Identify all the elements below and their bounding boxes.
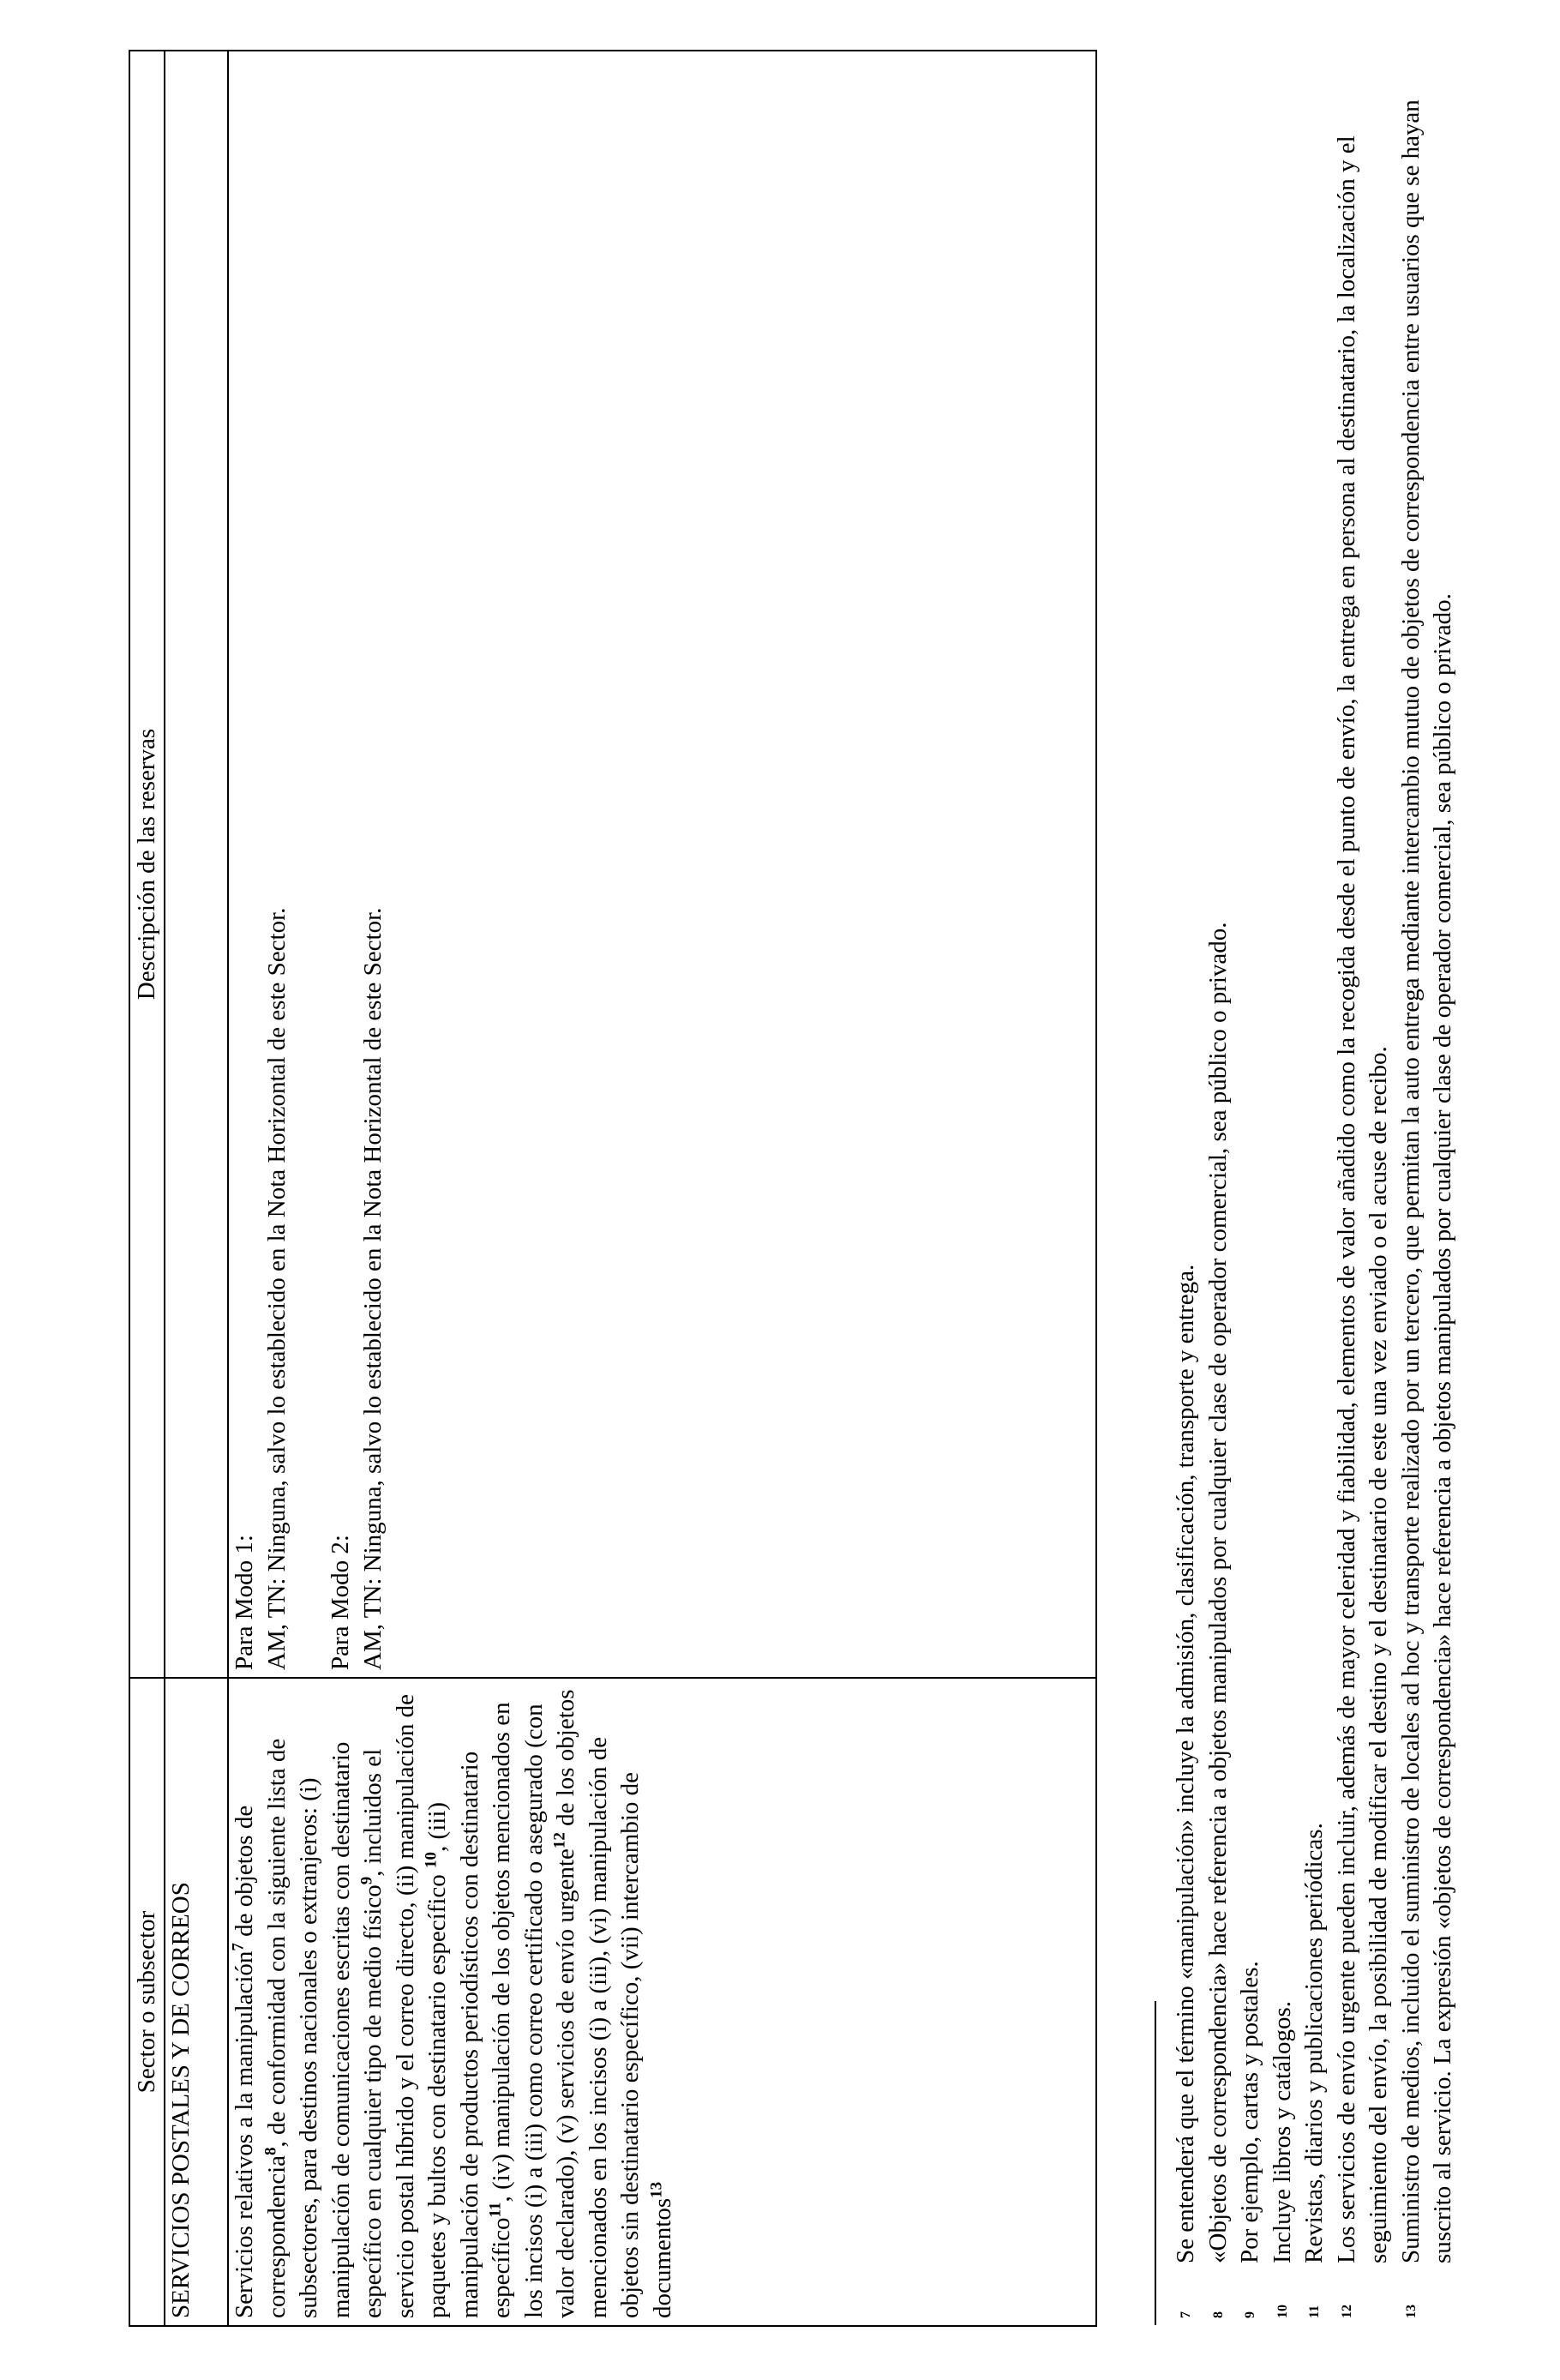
sector-heading: SERVICIOS POSTALES Y DE CORREOS bbox=[165, 1678, 228, 2326]
footnote-ref[interactable]: 11 bbox=[486, 2202, 505, 2218]
footnote-text: Los servicios de envío urgente pueden incluir, además de mayor celeridad y fiabilidad, elementos de valor añadido como la recogida desde el punto de envío, la entrega en persona al destinatario, la localización y el seguimiento del envío, la posibilidad de modificar el destino y el destinatario de este una vez enviado o el acuse de recibo. bbox=[1332, 135, 1392, 2263]
mode-text: AM, TN: Ninguna, salvo lo establecido en la Nota Horizontal de este Sector. bbox=[358, 907, 387, 1670]
mode-label: Para Modo 1: bbox=[231, 1535, 258, 1670]
sector-heading-row bbox=[165, 51, 228, 2326]
footnote-ref[interactable]: 7 bbox=[229, 1943, 248, 1951]
footnote bbox=[1203, 29, 1235, 2327]
table-header-row bbox=[129, 51, 165, 2326]
footnote bbox=[1234, 29, 1267, 2327]
footnote-ref[interactable]: 8 bbox=[261, 2147, 279, 2155]
footnote-text: Por ejemplo, cartas y postales. bbox=[1236, 1961, 1263, 2263]
reservations-table bbox=[129, 50, 1097, 2327]
footnote-number: 12 bbox=[1339, 2305, 1354, 2318]
reservations-description bbox=[228, 51, 1096, 1678]
mode-text: AM, TN: Ninguna, salvo lo establecido en la Nota Horizontal de este Sector. bbox=[262, 907, 291, 1670]
header-reservations: Descripción de las reservas bbox=[129, 51, 165, 1678]
footnotes bbox=[1170, 29, 1460, 2327]
footnote-ref[interactable]: 12 bbox=[550, 1832, 569, 1849]
footnote bbox=[1267, 29, 1299, 2327]
footnote bbox=[1170, 29, 1203, 2327]
footnote-text: Se entenderá que el término «manipulación» incluye la admisión, clasificación, transporte y entrega. bbox=[1172, 1264, 1199, 2263]
footnote bbox=[1395, 29, 1460, 2327]
footnote-text: «Objetos de correspondencia» hace referencia a objetos manipulados por cualquier clase de operador comercial, sea público o privado. bbox=[1203, 922, 1232, 2263]
header-sector: Sector o subsector bbox=[129, 1678, 165, 2326]
footnote-ref[interactable]: 13 bbox=[646, 2181, 665, 2198]
footnote-text: Suministro de medios, incluido el suministro de locales ad hoc y transporte realizado por un tercero, que permitan la auto entrega mediante intercambio mutuo de objetos de correspondencia entre usuarios que se hayan suscrito al servicio. La expresión «objetos de correspondencia» hace referencia a objetos manipulados por cualquier clase de operador comercial, sea público o privado. bbox=[1396, 99, 1456, 2263]
footnote-ref[interactable]: 9 bbox=[357, 1876, 376, 1885]
footnote bbox=[1299, 29, 1331, 2327]
empty-cell bbox=[165, 51, 228, 1678]
table-row bbox=[228, 51, 1096, 2326]
footnote-number: 13 bbox=[1403, 2305, 1419, 2318]
footnote-number: 9 bbox=[1243, 2311, 1257, 2318]
footnote-divider bbox=[1155, 2001, 1156, 2325]
footnote-ref[interactable]: 10 bbox=[422, 1851, 441, 1868]
subsector-description: Servicios relativos a la manipulación$^7$ de objetos de correspondencia$^8$, de conformidad con la siguiente lista de subsectores, para destinos nacionales o extranjeros: (i) manipulación de comunicaciones escritas con destinatario específico en cualquier tipo de medio físico$^9$, incluidos el servicio postal híbrido y el correo directo, (ii) manipulación de paquetes y bultos con destinatario específico $^{10}$, (iii) manipulación de productos periodísticos con destinatario específico$^{11}$, (iv) manipulación de los objetos mencionados en los incisos (i) a (iii) como correo certificado o asegurado (con valor declarado), (v) servicios de envío urgente$^{12}$ de los objetos mencionados en los incisos (i) a (iii), (vi) manipulación de objetos sin destinatario específico, (vii) intercambio de documentos$^{13}$ bbox=[228, 1678, 1096, 2326]
footnote-text: Revistas, diarios y publicaciones periódicas. bbox=[1300, 1823, 1328, 2263]
mode-label: Para Modo 2: bbox=[327, 1535, 354, 1670]
footnote-number: 10 bbox=[1275, 2305, 1290, 2318]
footnote bbox=[1331, 29, 1395, 2327]
footnote-number: 8 bbox=[1210, 2311, 1226, 2318]
footnote-number: 11 bbox=[1307, 2305, 1322, 2318]
footnote-text: Incluye libros y catálogos. bbox=[1268, 2000, 1296, 2263]
footnote-number: 7 bbox=[1179, 2311, 1193, 2318]
